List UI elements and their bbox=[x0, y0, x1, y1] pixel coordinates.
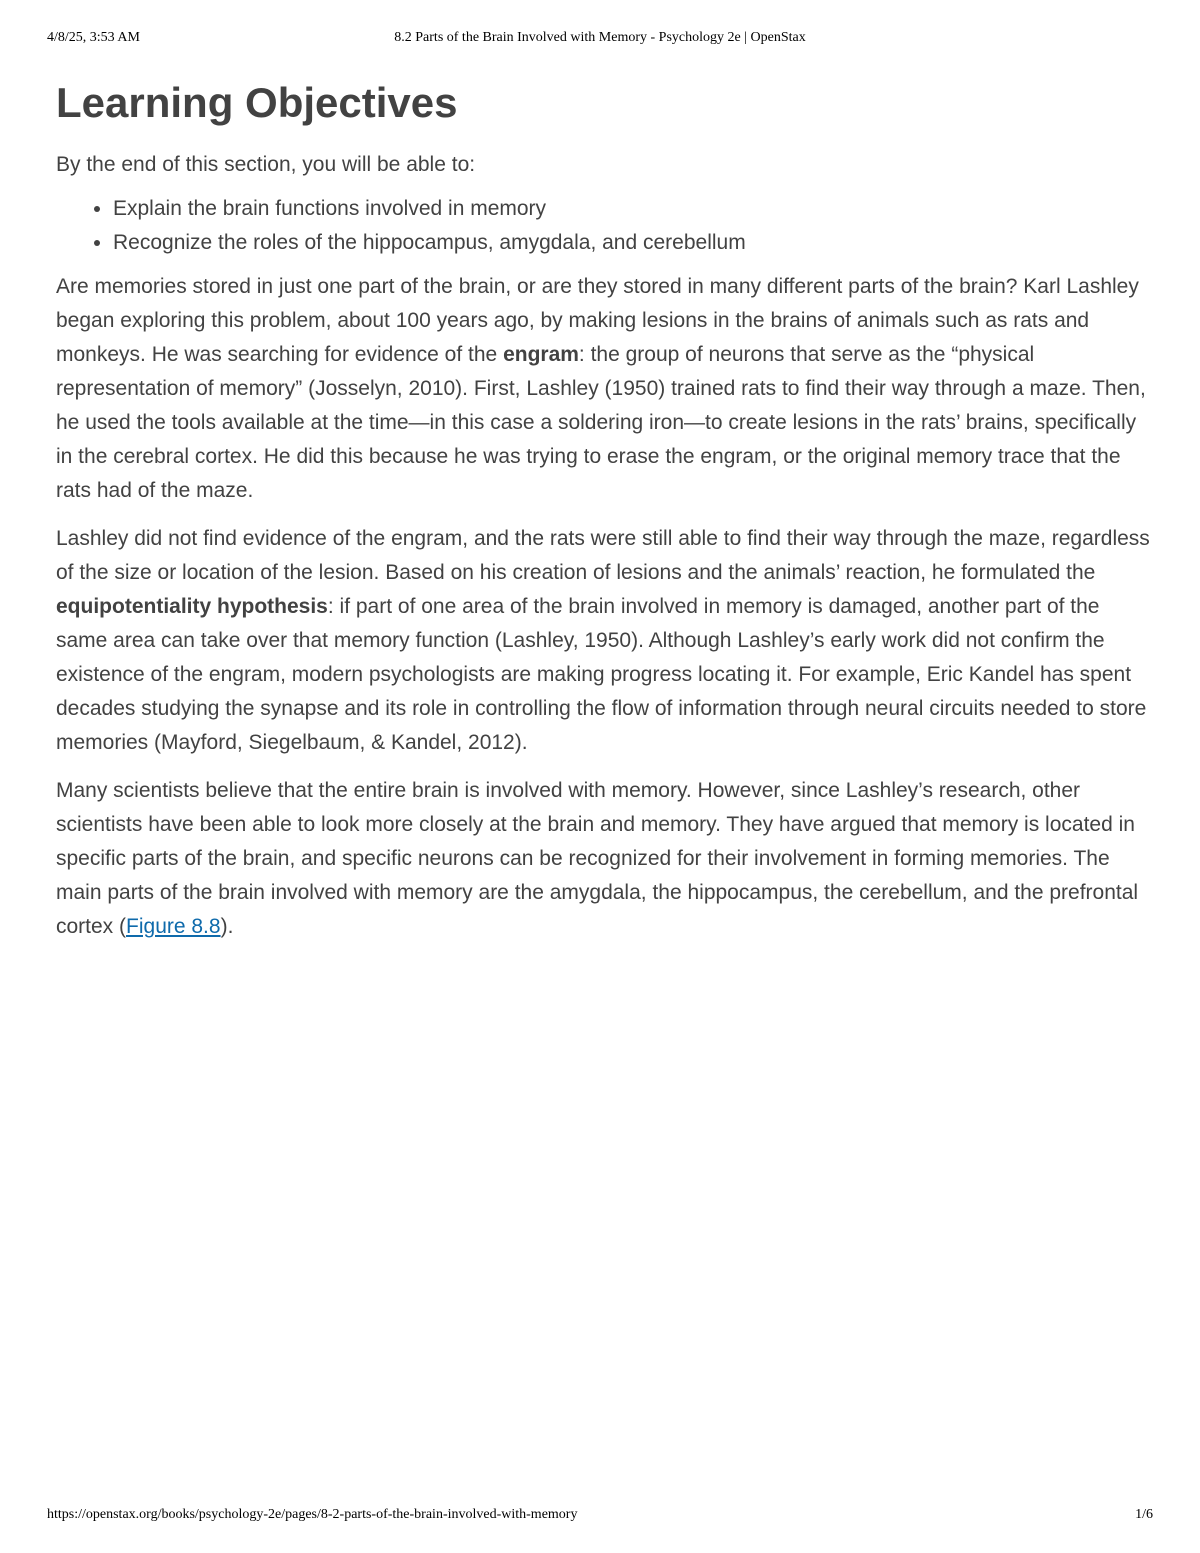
key-term-equipotentiality: equipotentiality hypothesis bbox=[56, 595, 328, 618]
objective-item: • Recognize the roles of the hippocampus, amygdala, and cerebellum bbox=[113, 226, 1151, 260]
key-term-engram: engram bbox=[503, 343, 579, 366]
paragraph-3 bbox=[56, 774, 1151, 944]
page-number: 1/6 bbox=[1135, 1507, 1153, 1522]
section-heading: Learning Objectives bbox=[56, 79, 458, 126]
print-page-title: 8.2 Parts of the Brain Involved with Memory - Psychology 2e | OpenStax bbox=[394, 30, 806, 45]
paragraph-1 bbox=[56, 270, 1151, 508]
paragraph-1-text-b: : the group of neurons that serve as the “physical representation of memory” (Josselyn, 2010). First, Lashley (1950) trained rats to find their way through a maze. Then, he used the tools available at the time—in this case a soldering iron—to create lesions in the rats’ brains, specifically in the cerebral cortex. He did this because he was trying to erase the engram, or the original memory trace that the rats had of the maze. bbox=[56, 343, 1146, 502]
paragraph-2 bbox=[56, 522, 1151, 760]
print-date: 4/8/25, 3:53 AM bbox=[47, 30, 140, 45]
paragraph-1-text-a: Are memories stored in just one part of the brain, or are they stored in many different parts of the brain? Karl Lashley began exploring this problem, about 100 years ago, by making lesions in the brains of animals such as rats and monkeys. He was searching for evidence of the bbox=[56, 275, 1139, 366]
main-content bbox=[56, 78, 1151, 958]
objectives-intro: By the end of this section, you will be able to: bbox=[56, 153, 476, 176]
figure-link[interactable]: Figure 8.8 bbox=[126, 915, 221, 938]
paragraph-2-text-b: : if part of one area of the brain involved in memory is damaged, another part of the same area can take over that memory function (Lashley, 1950). Although Lashley’s early work did not confirm the existence of the engram, modern psychologists are making progress locating it. For example, Eric Kandel has spent decades studying the synapse and its role in controlling the flow of information through neural circuits needed to store memories (Mayford, Siegelbaum, & Kandel, 2012). bbox=[56, 595, 1147, 754]
objective-item: • Explain the brain functions involved in memory bbox=[113, 192, 1151, 226]
paragraph-2-text-a: Lashley did not find evidence of the engram, and the rats were still able to find their way through the maze, regardless of the size or location of the lesion. Based on his creation of lesions and the animals’ reaction, he formulated the bbox=[56, 527, 1150, 584]
paragraph-3-text-b: ). bbox=[220, 915, 234, 938]
objectives-list bbox=[56, 192, 1151, 260]
print-url: https://openstax.org/books/psychology-2e/pages/8-2-parts-of-the-brain-involved-with-memory bbox=[47, 1507, 578, 1522]
print-footer bbox=[0, 1507, 1200, 1527]
paragraph-3-text-a: Many scientists believe that the entire brain is involved with memory. However, since Lashley’s research, other scientists have been able to look more closely at the brain and memory. They have argued that memory is located in specific parts of the brain, and specific neurons can be recognized for their involvement in forming memories. The main parts of the brain involved with memory are the amygdala, the hippocampus, the cerebellum, and the prefrontal cortex ( bbox=[56, 779, 1139, 938]
print-header bbox=[0, 30, 1200, 50]
